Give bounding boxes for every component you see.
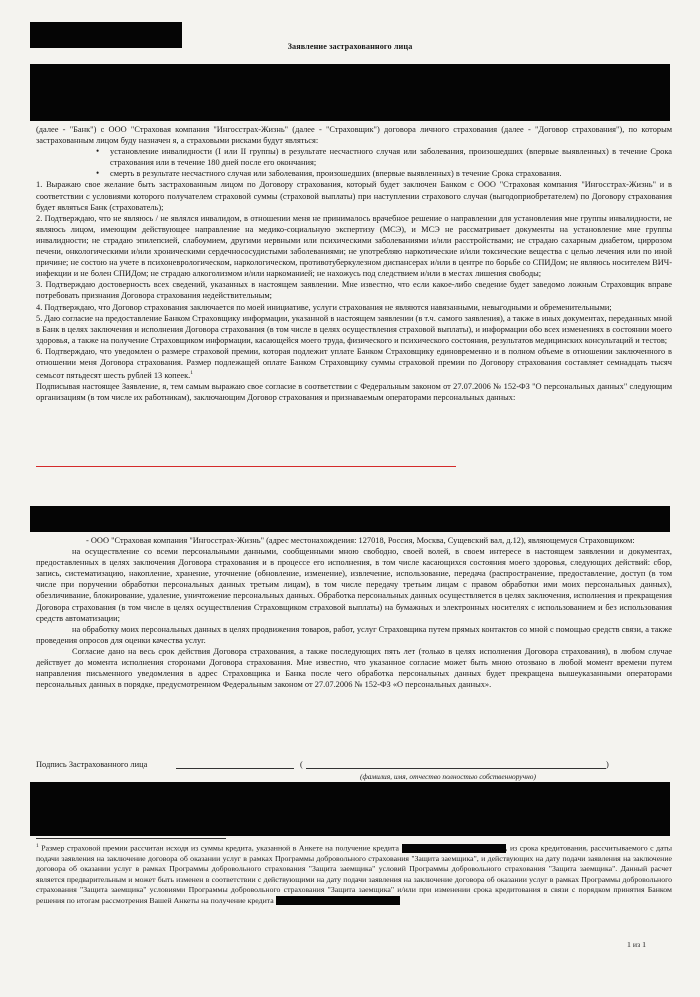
statement-item-4: 4. Подтверждаю, что Договор страхования заключается по моей инициативе, услуги страхования не являются навязанными, невыгодными и обременительными; [36, 302, 612, 312]
footnote-text-a: Размер страховой премии рассчитан исходя из суммы кредита, указанной в Анкете на получение кредита [41, 843, 399, 853]
red-underline-annotation [36, 466, 456, 467]
footnote-ref: 1 [190, 370, 193, 377]
full-name-caption: (фамилия, имя, отчество полностью собственноручно) [360, 772, 536, 781]
footnote-text-b: , из срока кредитования, рассчитываемого с даты подачи заявления на заключение договора об оказании услуг в рамках Программы добровольного страхования "Защита заемщика", и действующих на дату подачи заявления на заключение договора об оказании услуг в рамках Программы добровольного страхования "Защита заемщика" условий Программы добровольного страхования "Защита заемщика". Данный расчет является предварительным и может быть изменен в соответствии с действующими на дату подачи заявления на заключение договора об оказании услуг в рамках Программы добровольного страхования "Защита заемщика" условиями Программы добровольного страхования "Защита заемщика" и/или при изменении срока кредитования в связи с порядком принятия Банком решения по итогам рассмотрения Вашей Анкеты на получение кредита [36, 843, 672, 905]
signature-close-paren: ) [606, 760, 609, 769]
redaction-operator-bank [30, 506, 670, 532]
statement-item-3: 3. Подтверждаю достоверность всех сведений, указанных в настоящем заявлении. Мне известно, что если какое-либо сведение будет заведомо ложным Страховщик вправе потребовать признания Договора страхования недействительным; [36, 280, 672, 301]
statement-item-2: 2. Подтверждаю, что не являюсь / не являлся инвалидом, в отношении меня не принималось врачебное решение о направлении для установления мне группы инвалидности, не являюсь лицом, имеющим действующее направление на медико-социальную экспертизу (МСЭ), и МСЭ не рассматривает документы на установление мне группы инвалидности; не страдаю эпилепсией, слабоумием, другими нервными или психическими заболеваниями и/или расстройствами; не страдаю сахарным диабетом, циррозом печени, онкологическими и/или хроническими сердечнососудистыми заболеваниями; не употребляю наркотические и/или токсические вещества с целью лечения или по иной причине; не состою на учете в психоневрологическом, наркологическом, противотуберкулезном диспансерах и/или в центре по борьбе со СПИДом; не являюсь носителем ВИЧ-инфекции и не болен СПИДом; не страдаю алкоголизмом и/или наркоманией; не нахожусь под следствием и/или в местах лишения свободы; [36, 213, 672, 279]
full-name-field[interactable] [306, 768, 606, 769]
main-body [36, 124, 672, 403]
footnote-rule [36, 838, 226, 839]
consent-paragraph-1: на осуществление со всеми персональными данными, сообщенными мною свободно, своей волей, в своем интересе в настоящем заявлении и документах, предоставленных в целях заключения Договора страхования и в процессе его исполнения, в том числе касающихся состояния моего здоровья, следующих действий: сбор, запись, систематизацию, накопление, хранение, уточнение (обновление, изменение), извлечение, использование, передача (распространение, предоставление, доступ (в том числе при поручении обработки персональных данных третьим лицам), в том числе передачу третьим лицам с правом обработки ими моих персональных данных), обезличивание, блокирование, удаление, уничтожение персональных данных. Обработка персональных данных осуществляется в целях заключения, исполнения и прекращения Договора страхования (в том числе в целях осуществления Страховщиком страховой выплаты) на бумажных и электронных носителях с использованием и без использования средств автоматизации; [36, 547, 672, 623]
signature-field[interactable] [176, 768, 294, 769]
risk-item: • установление инвалидности (I или II группы) в результате несчастного случая или заболевания, произошедших (впервые выявленных) в течение Срока страхования или в течение 180 дней после его окончания; [36, 146, 672, 168]
consent-paragraph-2: на обработку моих персональных данных в целях продвижения товаров, работ, услуг Страховщика путем прямых контактов со мной с помощью средств связи, а также проведения опросов для оценки качества услуг. [36, 624, 672, 645]
statement-item-6-text: 6. Подтверждаю, что уведомлен о размере страховой премии, которая подлежит уплате Банком Страховщику единовременно и в полном объеме в отношении заключенного в отношении меня Договора страхования. Размер подлежащей оплате Банком Страховщику суммы страховой премии по Договору страхования составляет семнадцать тысяч семьсот пятьдесят шесть рублей 13 копеек. [36, 346, 672, 380]
statement-item-5: 5. Даю согласие на предоставление Банком Страховщику информации, указанной в настоящем заявлении (в т.ч. самого заявления), а также в иных документах, переданных мной в Банк в целях заключения и исполнения Договора страхования (в том числе в целях осуществления страховой выплаты), и информации обо всех изменениях в состоянии моего здоровья, а также на получение Страховщиком информации, касающейся моего труда, физического и психического состояния, результатов медицинских консультаций и тестов; [36, 313, 672, 345]
signature-label: Подпись Застрахованного лица [36, 760, 148, 769]
redaction-credit-form [276, 896, 400, 905]
footnote-mark: 1 [36, 843, 39, 849]
intro-paragraph: (далее - "Банк") с ООО "Страховая компания "Ингосстрах-Жизнь" (далее - "Страховщик") договора личного страхования (далее - "Договор страхования"), по которым застрахованным лицом буду назначен я, а страховыми рисками будут являться: [36, 125, 672, 146]
document-title: Заявление застрахованного лица [287, 42, 413, 51]
redaction-bottom-block [30, 782, 670, 836]
statement-item-6 [36, 346, 672, 381]
statement-item-1: 1. Выражаю свое желание быть застрахованным лицом по Договору страхования, который будет заключен Банком с ООО "Страховая компания "Ингосстрах-Жизнь" и в соответствии с условиями которого получателем страховой суммы (страховой выплаты) при наступлении страхового случая (выгодоприобретателем) по Договору страхования будет являться Банк (страхователь); [36, 180, 672, 212]
redaction-header-block [30, 64, 670, 121]
page-number: 1 из 1 [627, 940, 646, 949]
insurer-line: - ООО "Страховая компания "Ингосстрах-Жизнь" (адрес местонахождения: 127018, Россия, Москва, Сущевский вал, д.12), являющемуся Страховщиком: [86, 536, 635, 545]
redaction-credit-amount [402, 844, 506, 853]
consent-paragraph-3: Согласие дано на весь срок действия Договора страхования, а также последующих пять лет (только в целях исполнения Договора страхования), в любом случае действует до момента исполнения сторонами Договора страхования. Мне известно, что указанное согласие может быть мною отозвано в любой момент времени путем направления письменного уведомления в адрес Страховщика и Банка после чего обработка персональных данных будет прекращена вышеуказанными операторами персональных данных в порядке, предусмотренном Федеральным законом от 27.07.2006 № 152-ФЗ «О персональных данных». [36, 646, 672, 690]
footnote [36, 841, 672, 906]
signature-open-paren: ( [300, 760, 303, 769]
consent-body [36, 535, 672, 690]
consent-intro: Подписывая настоящее Заявление, я, тем самым выражаю свое согласие в соответствии с Федеральным законом от 27.07.2006 № 152-ФЗ "О персональных данных" следующим организациям (в том числе их работникам), заключающим Договор страхования и признаваемым операторами персональных данных: [36, 381, 672, 403]
risk-item: • смерть в результате несчастного случая или заболевания, произошедших (впервые выявленных) в течение Срока страхования. [36, 168, 672, 179]
risks-list [36, 146, 672, 179]
